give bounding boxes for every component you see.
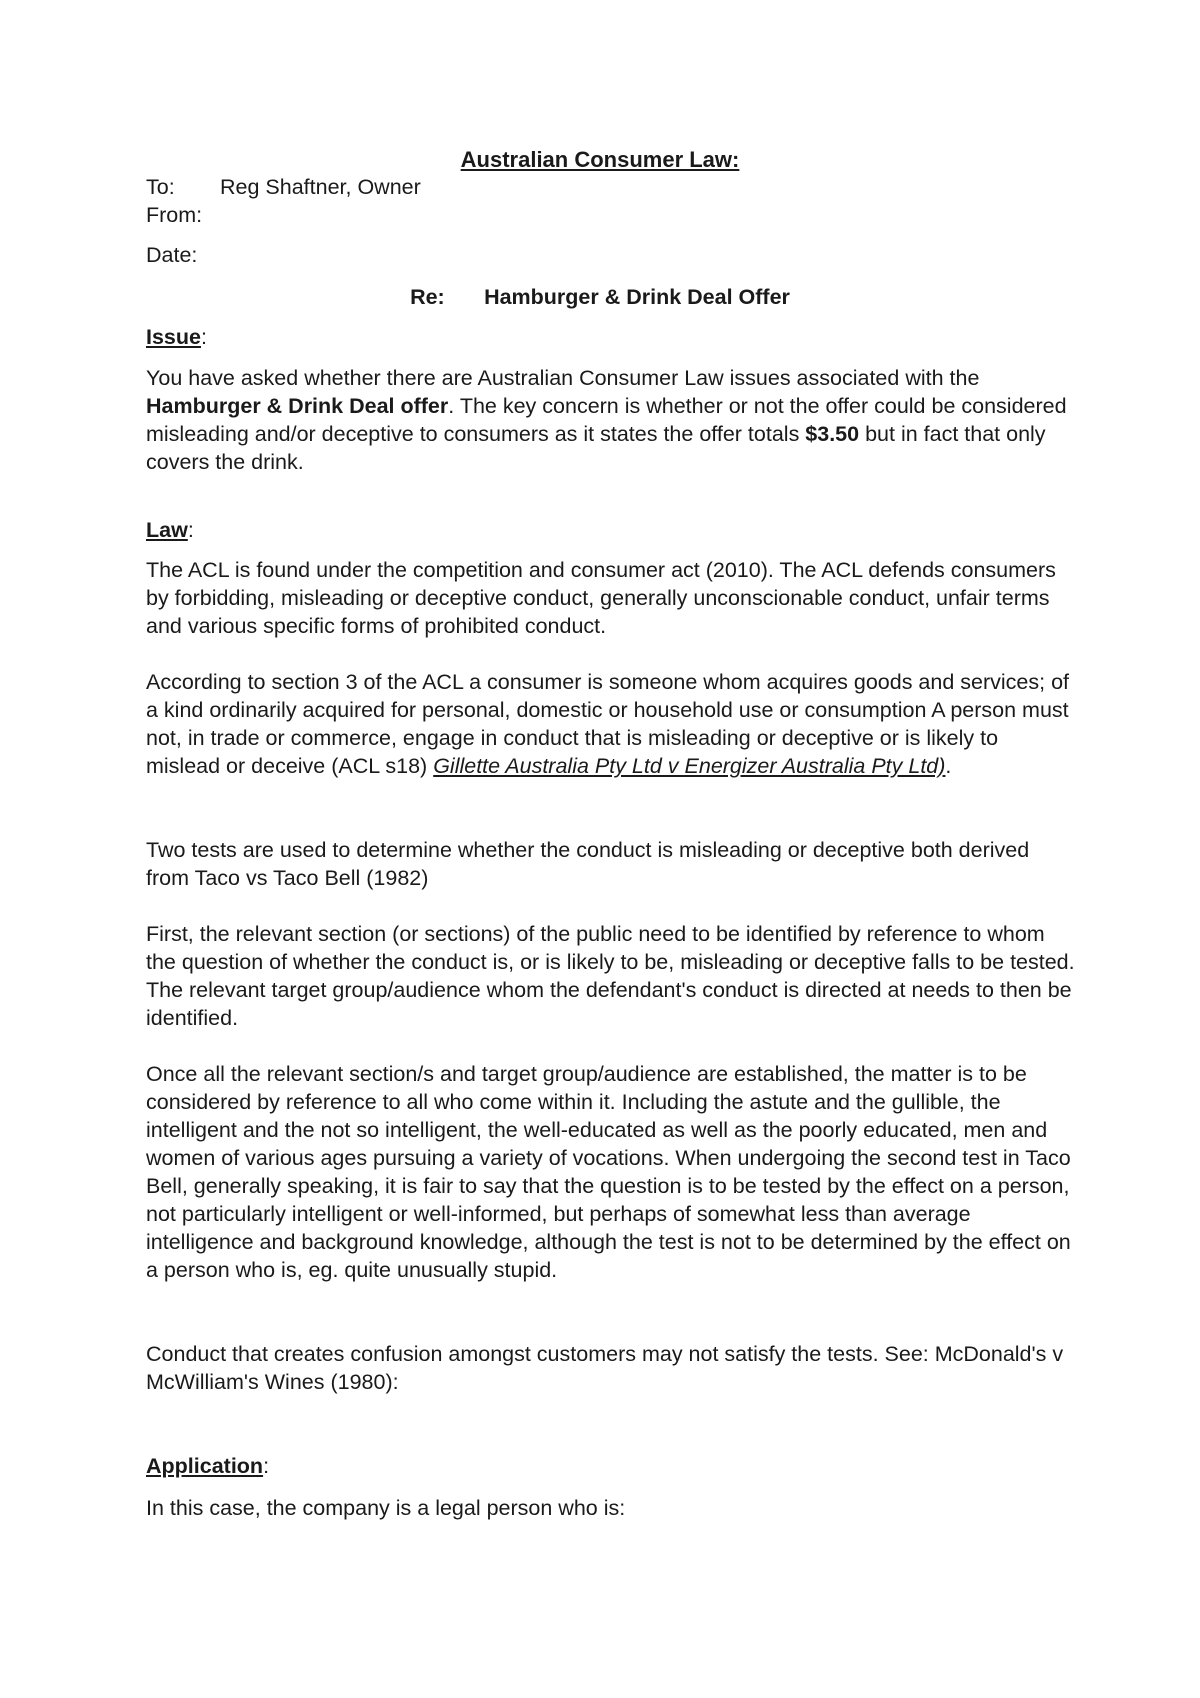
- law-paragraph-4: First, the relevant section (or sections) of the public need to be identified by reference to whom the question of whether the conduct is, or is likely to be, misleading or deceptive falls to be tested. The relevant target group/audience whom the defendant's conduct is directed at needs to then be identified.: [146, 922, 1075, 1030]
- issue-text-a: You have asked whether there are Australian Consumer Law issues associated with the: [146, 366, 980, 390]
- issue-price: $3.50: [805, 422, 860, 446]
- application-heading-line: [146, 1452, 1076, 1480]
- date-label: Date:: [146, 243, 198, 267]
- law-heading-suffix: :: [187, 518, 194, 542]
- law-paragraph-2: [146, 668, 1076, 780]
- from-label: From:: [146, 203, 203, 227]
- law-p2-text-b: .: [945, 754, 952, 778]
- from-line: [146, 201, 1076, 229]
- law-paragraph-6: Conduct that creates confusion amongst customers may not satisfy the tests. See: McDonald's v McWilliam's Wines (1980):: [146, 1342, 1064, 1394]
- issue-heading-line: [146, 323, 1076, 351]
- law-paragraph-5: Once all the relevant section/s and target group/audience are established, the matter is to be considered by reference to all who come within it. Including the astute and the gullible, the intelligent and the not so intelligent, the well-educated as well as the poorly educated, men and women of various ages pursuing a variety of vocations. When undergoing the second test in Taco Bell, generally speaking, it is fair to say that the question is to be tested by the effect on a person, not particularly intelligent or well-informed, but perhaps of somewhat less than average intelligence and background knowledge, although the test is not to be determined by the effect on a person who is, eg. quite unusually stupid.: [146, 1062, 1071, 1282]
- law-heading: Law: [146, 518, 188, 542]
- date-line: [146, 241, 1076, 269]
- document-title: Australian Consumer Law:: [460, 147, 740, 172]
- issue-text-b: . The key concern is whether or not the offer could be considered misleading and/or deceptive to consumers as it states the offer totals: [146, 394, 1067, 446]
- law-p2-text-a: According to section 3 of the ACL a consumer is someone whom acquires goods and services; of a kind ordinarily acquired for personal, domestic or household use or consumption A person must not, in trade or commerce, engage in conduct that is misleading or deceptive or is likely to mislead or deceive (ACL s18): [146, 670, 1069, 778]
- application-paragraph-1: In this case, the company is a legal person who is:: [146, 1496, 626, 1520]
- issue-text-c: but in fact that only covers the drink.: [146, 422, 1046, 474]
- to-line: [146, 173, 1076, 201]
- re-value: Hamburger & Drink Deal Offer: [484, 285, 790, 309]
- issue-heading-suffix: :: [200, 325, 207, 349]
- re-line: [0, 283, 1200, 311]
- issue-paragraph: [146, 364, 1076, 476]
- re-label: Re:: [410, 285, 445, 309]
- law-paragraph-1: The ACL is found under the competition and consumer act (2010). The ACL defends consumers by forbidding, misleading or deceptive conduct, generally unconscionable conduct, unfair terms and various specific forms of prohibited conduct.: [146, 558, 1056, 638]
- to-label: To:: [146, 175, 175, 199]
- to-value: Reg Shaftner, Owner: [220, 175, 421, 199]
- issue-offer-name: Hamburger & Drink Deal offer: [146, 394, 449, 418]
- gillette-case-citation: Gillette Australia Pty Ltd v Energizer Australia Pty Ltd): [433, 754, 946, 778]
- application-heading-suffix: :: [263, 1454, 270, 1478]
- application-heading: Application: [146, 1454, 264, 1478]
- issue-heading: Issue: [146, 325, 201, 349]
- law-paragraph-3: Two tests are used to determine whether the conduct is misleading or deceptive both derived from Taco vs Taco Bell (1982): [146, 838, 1030, 890]
- law-heading-line: [146, 516, 1076, 544]
